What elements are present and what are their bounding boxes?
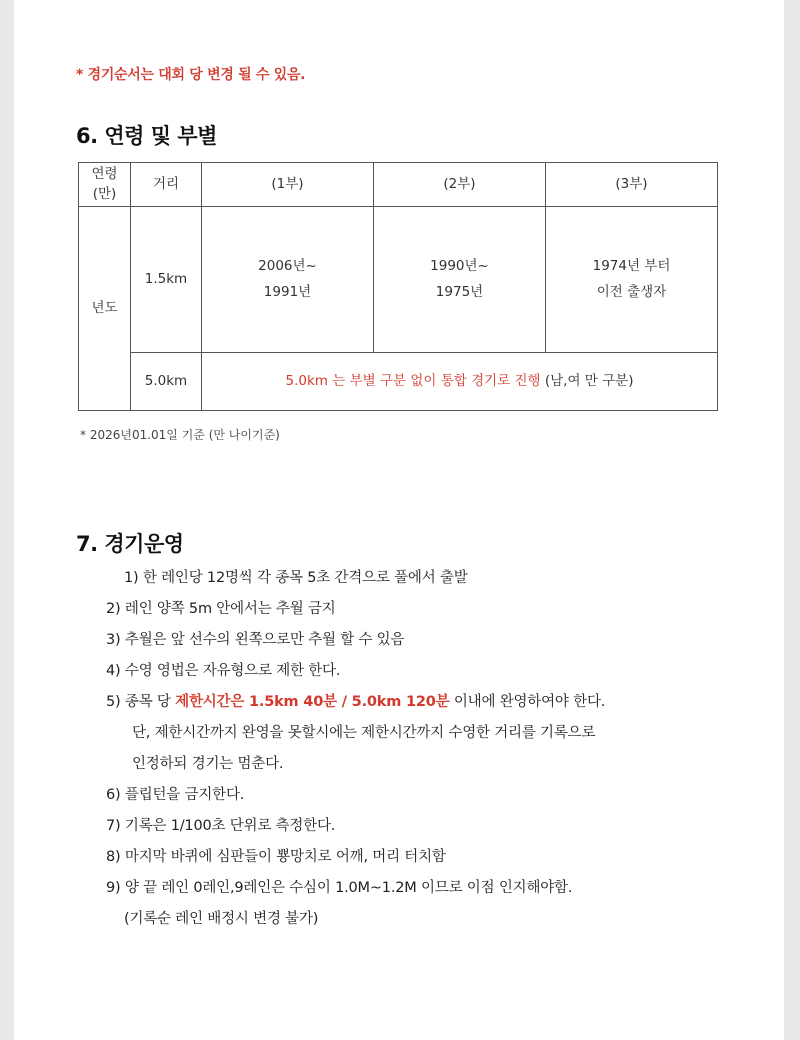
list-item-continuation: (기록순 레인 배정시 변경 불가)	[124, 911, 319, 927]
list-item: 3) 추월은 앞 선수의 왼쪽으로만 추월 할 수 있음	[106, 632, 405, 648]
division-3-years: 1974년 부터 이전 출생자	[546, 207, 718, 353]
order-change-notice: * 경기순서는 대회 당 변경 될 수 있음.	[76, 67, 306, 83]
distance-cell: 1.5km	[131, 207, 202, 353]
document-page	[14, 0, 784, 1040]
table-header-row	[79, 163, 718, 207]
header-division-2: (2부)	[374, 163, 546, 207]
list-item: 1) 한 레인당 12명씩 각 종목 5초 간격으로 풀에서 출발	[124, 570, 468, 586]
age-basis-footnote: * 2026년01.01일 기준 (만 나이기준)	[80, 428, 280, 442]
list-item: 9) 양 끝 레인 0레인,9레인은 수심이 1.0M~1.2M 이므로 이점 인지해야함.	[106, 880, 573, 896]
header-division-3: (3부)	[546, 163, 718, 207]
combined-race-note-red: 5.0km 는 부별 구분 없이 통합 경기로 진행	[285, 372, 541, 389]
table-row	[79, 207, 718, 353]
section-7-title: 7. 경기운영	[76, 532, 184, 556]
list-item: 7) 기록은 1/100초 단위로 측정한다.	[106, 818, 336, 834]
year-label-cell: 년도	[79, 207, 131, 411]
rules-list	[106, 563, 726, 935]
header-distance-cell: 거리	[131, 163, 202, 207]
division-2-years: 1990년~ 1975년	[374, 207, 546, 353]
table-row	[79, 353, 718, 411]
list-item: 5) 종목 당 제한시간은 1.5km 40분 / 5.0km 120분 이내에 완영하여야 한다.	[106, 694, 606, 710]
time-limit-highlight: 제한시간은 1.5km 40분 / 5.0km 120분	[175, 694, 450, 710]
list-item-continuation: 단, 제한시간까지 완영을 못할시에는 제한시간까지 수영한 거리를 기록으로	[132, 725, 596, 741]
division-1-years: 2006년~ 1991년	[202, 207, 374, 353]
combined-race-note	[202, 353, 718, 411]
list-item-continuation: 인정하되 경기는 멈춘다.	[132, 756, 284, 772]
age-division-table	[78, 162, 718, 411]
combined-race-note-gender: (남,여 만 구분)	[540, 372, 634, 389]
list-item: 4) 수영 영법은 자유형으로 제한 한다.	[106, 663, 341, 679]
list-item: 2) 레인 양쪽 5m 안에서는 추월 금지	[106, 601, 336, 617]
list-item: 6) 플립턴을 금지한다.	[106, 787, 245, 803]
header-division-1: (1부)	[202, 163, 374, 207]
header-age-cell: 연령 (만)	[79, 163, 131, 207]
section-6-title: 6. 연령 및 부별	[76, 124, 217, 148]
list-item: 8) 마지막 바퀴에 심판들이 뿅망치로 어깨, 머리 터치함	[106, 849, 446, 865]
distance-cell: 5.0km	[131, 353, 202, 411]
